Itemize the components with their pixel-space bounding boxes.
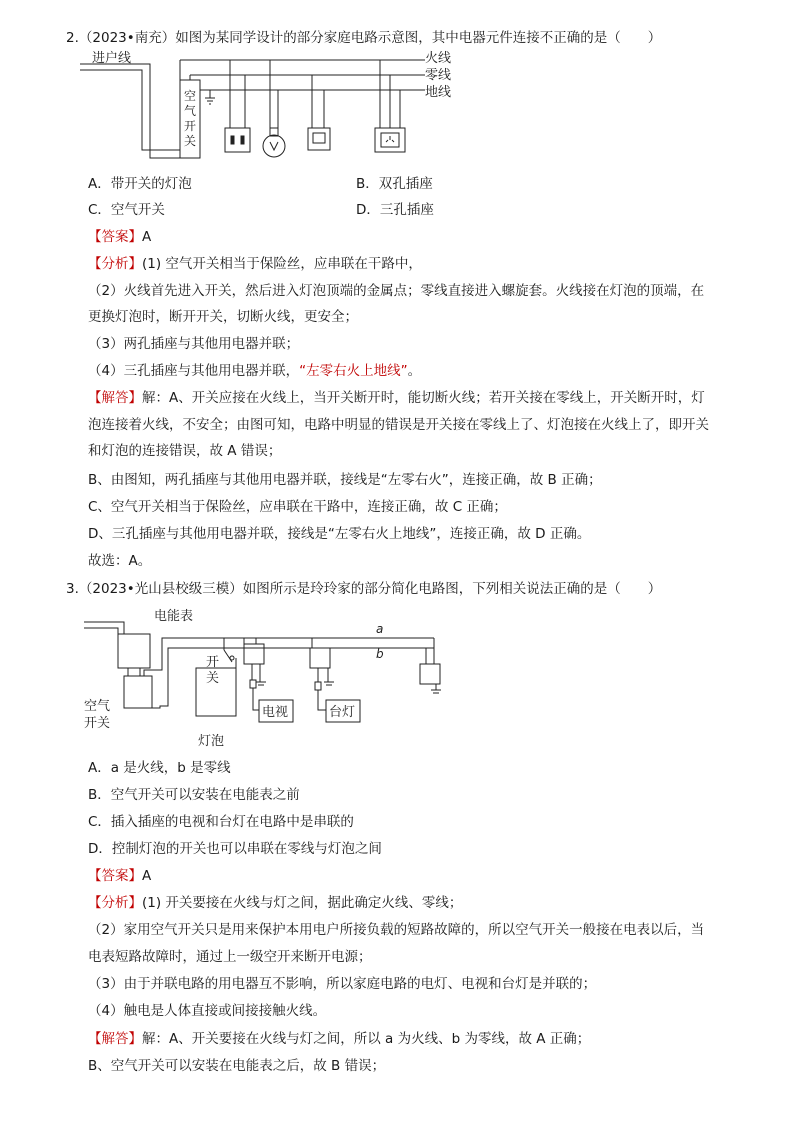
q3-analysis-line-4: （3）由于并联电路的用电器互不影响，所以家庭电路的电灯、电视和台灯是并联的； [88, 976, 597, 992]
q2-number: 2. [66, 30, 79, 46]
q2-option-a: A．带开关的灯泡 [88, 176, 192, 192]
q2-source: （2023•南充） [78, 30, 176, 46]
q3-analysis-line-1: 【分析】(1) 开关要接在火线与灯之间，据此确定火线、零线； [88, 895, 463, 911]
q3-option-a: A．a 是火线，b 是零线 [88, 760, 231, 776]
q2-solution-line-7: 故选：A。 [88, 553, 152, 569]
q3-option-b: B．空气开关可以安装在电能表之前 [88, 787, 300, 803]
q3-number: 3. [66, 581, 79, 597]
q3-source: （2023•光山县校级三模） [78, 581, 243, 597]
q2-analysis-line-4: （3）两孔插座与其他用电器并联； [88, 336, 300, 352]
q3-analysis-line-5: （4）触电是人体直接或间接接触火线。 [88, 1003, 327, 1019]
q3-analysis-line-3: 电表短路故障时，通过上一级空开来断开电源； [88, 949, 372, 965]
q3-switch-char-1: 开 [206, 655, 220, 670]
q3-stem-line [66, 579, 661, 599]
q2-live-label: 火线 [425, 51, 452, 66]
q3-circuit-diagram [84, 600, 474, 755]
q2-analysis-line-2: （2）火线首先进入开关，然后进入灯泡顶端的金属点；零线直接进入螺旋套。火线接在灯泡的顶端，在 [88, 283, 705, 299]
q3-switch-char-2: 关 [206, 671, 220, 686]
q3-lamp-label: 台灯 [329, 705, 356, 720]
q2-breaker-char-3: 开 [184, 119, 197, 133]
q2-answer-value: A [142, 229, 152, 245]
q3-line-a-label: a [376, 622, 384, 636]
q3-option-d: D．控制灯泡的开关也可以串联在零线与灯泡之间 [88, 841, 382, 857]
q2-analysis-line-3: 更换灯泡时，断开开关，切断火线，更安全； [88, 309, 358, 325]
q3-stem: 如图所示是玲玲家的部分简化电路图，下列相关说法正确的是（ ） [242, 581, 662, 597]
q2-solution-line-2: 泡连接着火线，不安全；由图可知，电路中明显的错误是开关接在零线上了、灯泡接在火线上了，即开关 [88, 417, 709, 433]
q3-breaker-label-2: 开关 [84, 716, 111, 731]
q3-meter-label: 电能表 [154, 609, 194, 624]
q3-bulb-label: 灯泡 [198, 734, 225, 749]
q2-neutral-label: 零线 [425, 68, 452, 83]
q2-breaker-char-1: 空 [184, 89, 197, 103]
q3-answer [88, 866, 151, 886]
q2-ground-label: 地线 [425, 85, 452, 100]
q2-answer [88, 227, 151, 247]
q3-breaker-label-1: 空气 [84, 699, 111, 714]
q3-analysis-line-2: （2）家用空气开关只是用来保护本用电户所接负载的短路故障的，所以空气开关一般接在电表以后，当 [88, 922, 705, 938]
q3-tv-label: 电视 [262, 705, 289, 720]
q2-option-c: C．空气开关 [88, 202, 165, 218]
q3-solution-line-2: B、空气开关可以安装在电能表之后，故 B 错误； [88, 1058, 386, 1074]
q2-solution-line-4: B、由图知，两孔插座与其他用电器并联，接线是“左零右火”，连接正确，故 B 正确； [88, 472, 602, 488]
q3-option-c: C．插入插座的电视和台灯在电路中是串联的 [88, 814, 354, 830]
q3-line-b-label: b [376, 647, 384, 661]
q2-breaker-char-2: 气 [184, 104, 197, 118]
q3-solution-line-1: 【解答】解：A、开关要接在火线与灯之间，所以 a 为火线、b 为零线，故 A 正确； [88, 1031, 591, 1047]
q2-circuit-diagram [80, 50, 460, 170]
q2-analysis-highlight: “左零右火上地线” [299, 363, 408, 379]
q3-answer-value: A [142, 868, 152, 884]
q2-inlet-label: 进户线 [92, 51, 132, 66]
q2-analysis-line-5: （4）三孔插座与其他用电器并联，“左零右火上地线”。 [88, 363, 422, 379]
q3-answer-tag: 【答案】 [88, 868, 142, 884]
q2-analysis-line-1: 【分析】(1) 空气开关相当于保险丝，应串联在干路中， [88, 256, 422, 272]
q2-option-d: D．三孔插座 [356, 202, 434, 218]
q3-solution-tag: 【解答】 [88, 1031, 142, 1047]
q2-analysis-tag: 【分析】 [88, 256, 142, 272]
q2-solution-line-6: D、三孔插座与其他用电器并联，接线是“左零右火上地线”，连接正确，故 D 正确。 [88, 526, 591, 542]
q2-option-b: B．双孔插座 [356, 176, 433, 192]
q2-stem: 如图为某同学设计的部分家庭电路示意图，其中电器元件连接不正确的是（ ） [175, 30, 662, 46]
q2-stem-line [66, 28, 661, 48]
q2-solution-line-3: 和灯泡的连接错误，故 A 错误； [88, 443, 282, 459]
q2-solution-tag: 【解答】 [88, 390, 142, 406]
q2-solution-line-5: C、空气开关相当于保险丝，应串联在干路中，连接正确，故 C 正确； [88, 499, 507, 515]
q2-breaker-char-4: 关 [184, 134, 197, 148]
q2-answer-tag: 【答案】 [88, 229, 142, 245]
q2-solution-line-1: 【解答】解：A、开关应接在火线上，当开关断开时，能切断火线；若开关接在零线上，开关断开时，灯 [88, 390, 705, 406]
q3-analysis-tag: 【分析】 [88, 895, 142, 911]
